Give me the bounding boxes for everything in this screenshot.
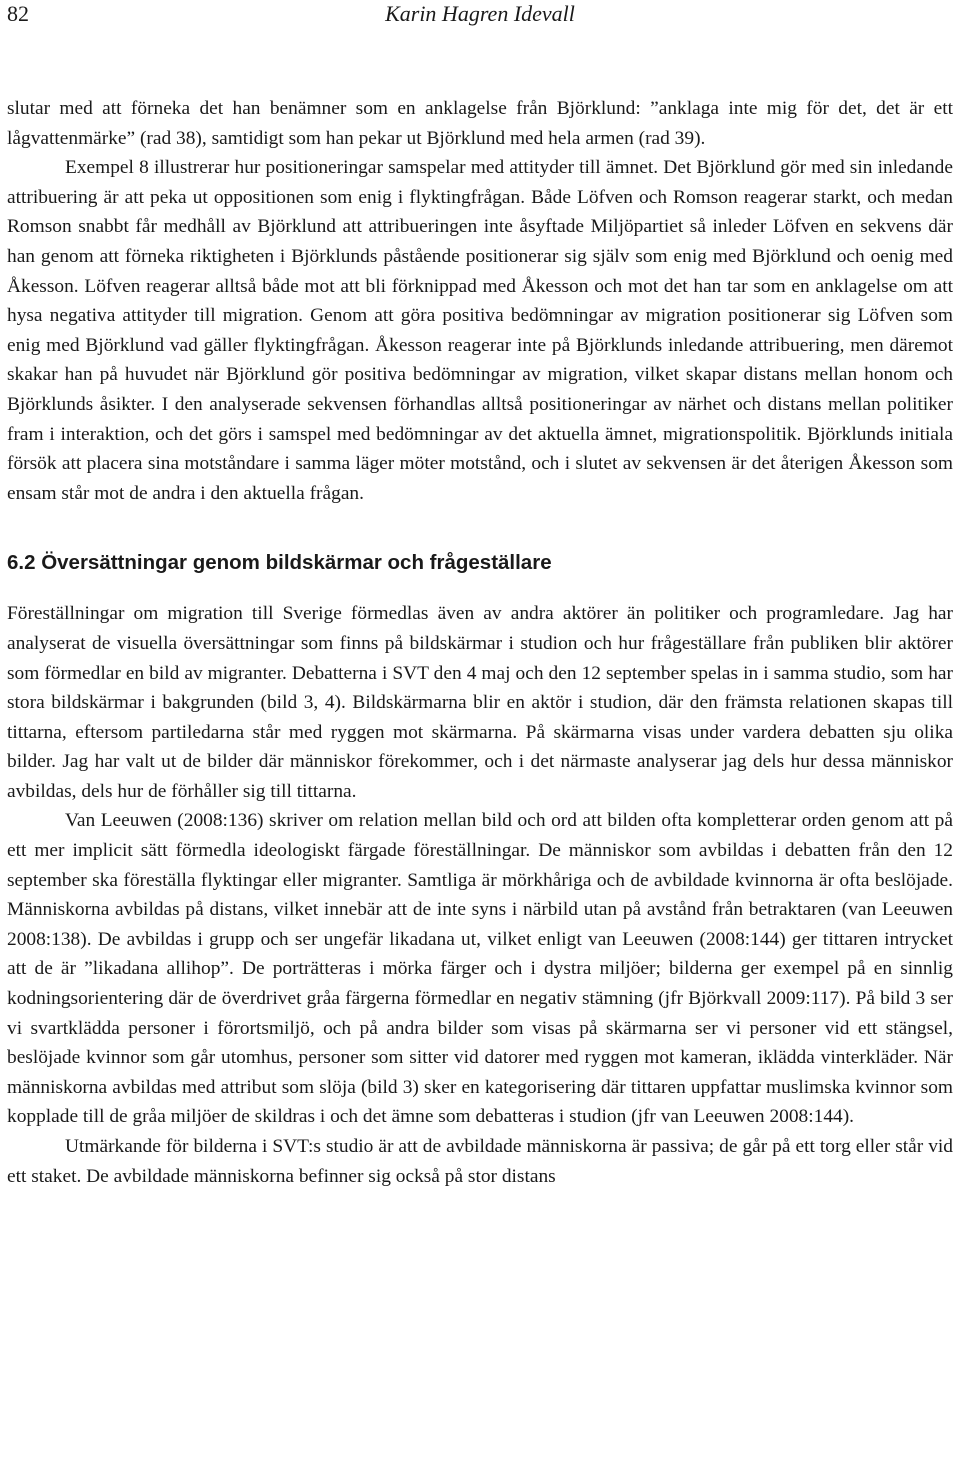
paragraph: Utmärkande för bilderna i SVT:s studio är att de avbildade människorna är passiva; de går på ett torg eller står vid ett staket. De avbildade människorna befinner sig också på stor distans xyxy=(7,1136,953,1187)
paragraph: Van Leeuwen (2008:136) skriver om relation mellan bild och ord att bilden ofta kompletterar orden genom att på ett mer implicit sätt förmedla ideologiskt färgade föreställningar. De människor som avbildas i debatten från den 12 september ska föreställa flyktingar eller migranter. Samtliga är mörkhåriga och de avbildade kvinnorna är ofta beslöjade. Människorna avbildas på distans, vilket innebär att de inte syns i närbild utan på avstånd från betraktaren (van Leeuwen 2008:138). De avbildas i grupp och ser ungefär likadana ut, vilket enligt van Leeuwen (2008:144) ger tittaren intrycket att de är ”likadana allihop”. De porträtteras i mörka färger och i dystra miljöer; bilderna ger exempel på en sinnlig kodningsorientering där de överdrivet gråa färgerna förmedlar en negativ stämning (jfr Björkvall 2009:117). På bild 3 ser vi svartklädda personer i förortsmiljö, och på andra bilder som visas på skärmarna ser vi personer vid ett stängsel, beslöjade kvinnor som går utomhus, personer som sitter vid datorer med ryggen mot kameran, iklädda vinterkläder. När människorna avbildas med attribut som slöja (bild 3) sker en kategorisering där tittaren uppfattar muslimska kvinnor som kopplade till de gråa miljöer de skildras i och det ämne som debatteras i studion (jfr van Leeuwen 2008:144). xyxy=(7,810,953,1128)
paragraph: slutar med att förneka det han benämner som en anklagelse från Björklund: ”anklaga inte mig för det, det är ett lågvattenmärke” (rad 38), samtidigt som han pekar ut Björklund med hela armen (rad 39). xyxy=(7,98,953,149)
section-heading: 6.2 Översättningar genom bildskärmar och frågeställare xyxy=(7,551,552,575)
page-header xyxy=(7,0,953,40)
section-6-2-body xyxy=(7,599,953,1191)
section-intro xyxy=(7,94,953,508)
paragraph: Exempel 8 illustrerar hur positioneringar samspelar med attityder till ämnet. Det Björklund gör med sin inledande attribuering är att peka ut oppositionen som enig i flyktingfrågan. Både Löfven och Romson reagerar starkt, och medan Romson snabbt får medhåll av Björklund att attribueringen inte åsyftade Miljöpartiet så inleder Löfven en sekvens där han genom att förneka riktigheten i Björklunds påstående positionerar sig själv som enig med Björklund och oenig med Åkesson. Löfven reagerar alltså både mot att bli förknippad med Åkesson och mot det han tar som en anklagelse om att hysa negativa attityder till migration. Genom att göra positiva bedömningar av migration positionerar sig Löfven som enig med Björklund vad gäller flyktingfrågan. Åkesson reagerar inte på Björklunds inledande attribuering, men däremot skakar han på huvudet när Björklund gör positiva bedömningar av migration, vilket skapar distans mellan honom och Björklunds åsikter. I den analyserade sekvensen förhandlas alltså positioneringar av närhet och distans mellan politiker fram i interaktion, och det görs i samspel med bedömningar av det aktuella ämnet, migrationspolitik. Björklunds initiala försök att placera sina motståndare i samma läger möter motstånd, och i slutet av sekvensen är det återigen Åkesson som ensam står mot de andra i den aktuella frågan. xyxy=(7,157,953,504)
document-page xyxy=(7,0,953,1191)
paragraph: Föreställningar om migration till Sverige förmedlas även av andra aktörer än politiker och programledare. Jag har analyserat de visuella översättningar som finns på bildskärmar i studion och hur frågeställare från publiken blir aktörer som förmedlar en bild av migranter. Debatterna i SVT den 4 maj och den 12 september spelas in i samma studio, som har stora bildskärmar i bakgrunden (bild 3, 4). Bildskärmarna blir en aktör i studion, där den främsta relationen skapas till tittarna, eftersom partiledarna står med ryggen mot skärmarna. På skärmarna visas under vardera debatten sju olika bilder. Jag har valt ut de bilder där människor förekommer, och i det närmaste analyserar jag dels hur dessa människor avbildas, dels hur de förhåller sig till tittarna. xyxy=(7,603,953,802)
running-head: Karin Hagren Idevall xyxy=(385,1,575,26)
page-number: 82 xyxy=(7,1,29,26)
